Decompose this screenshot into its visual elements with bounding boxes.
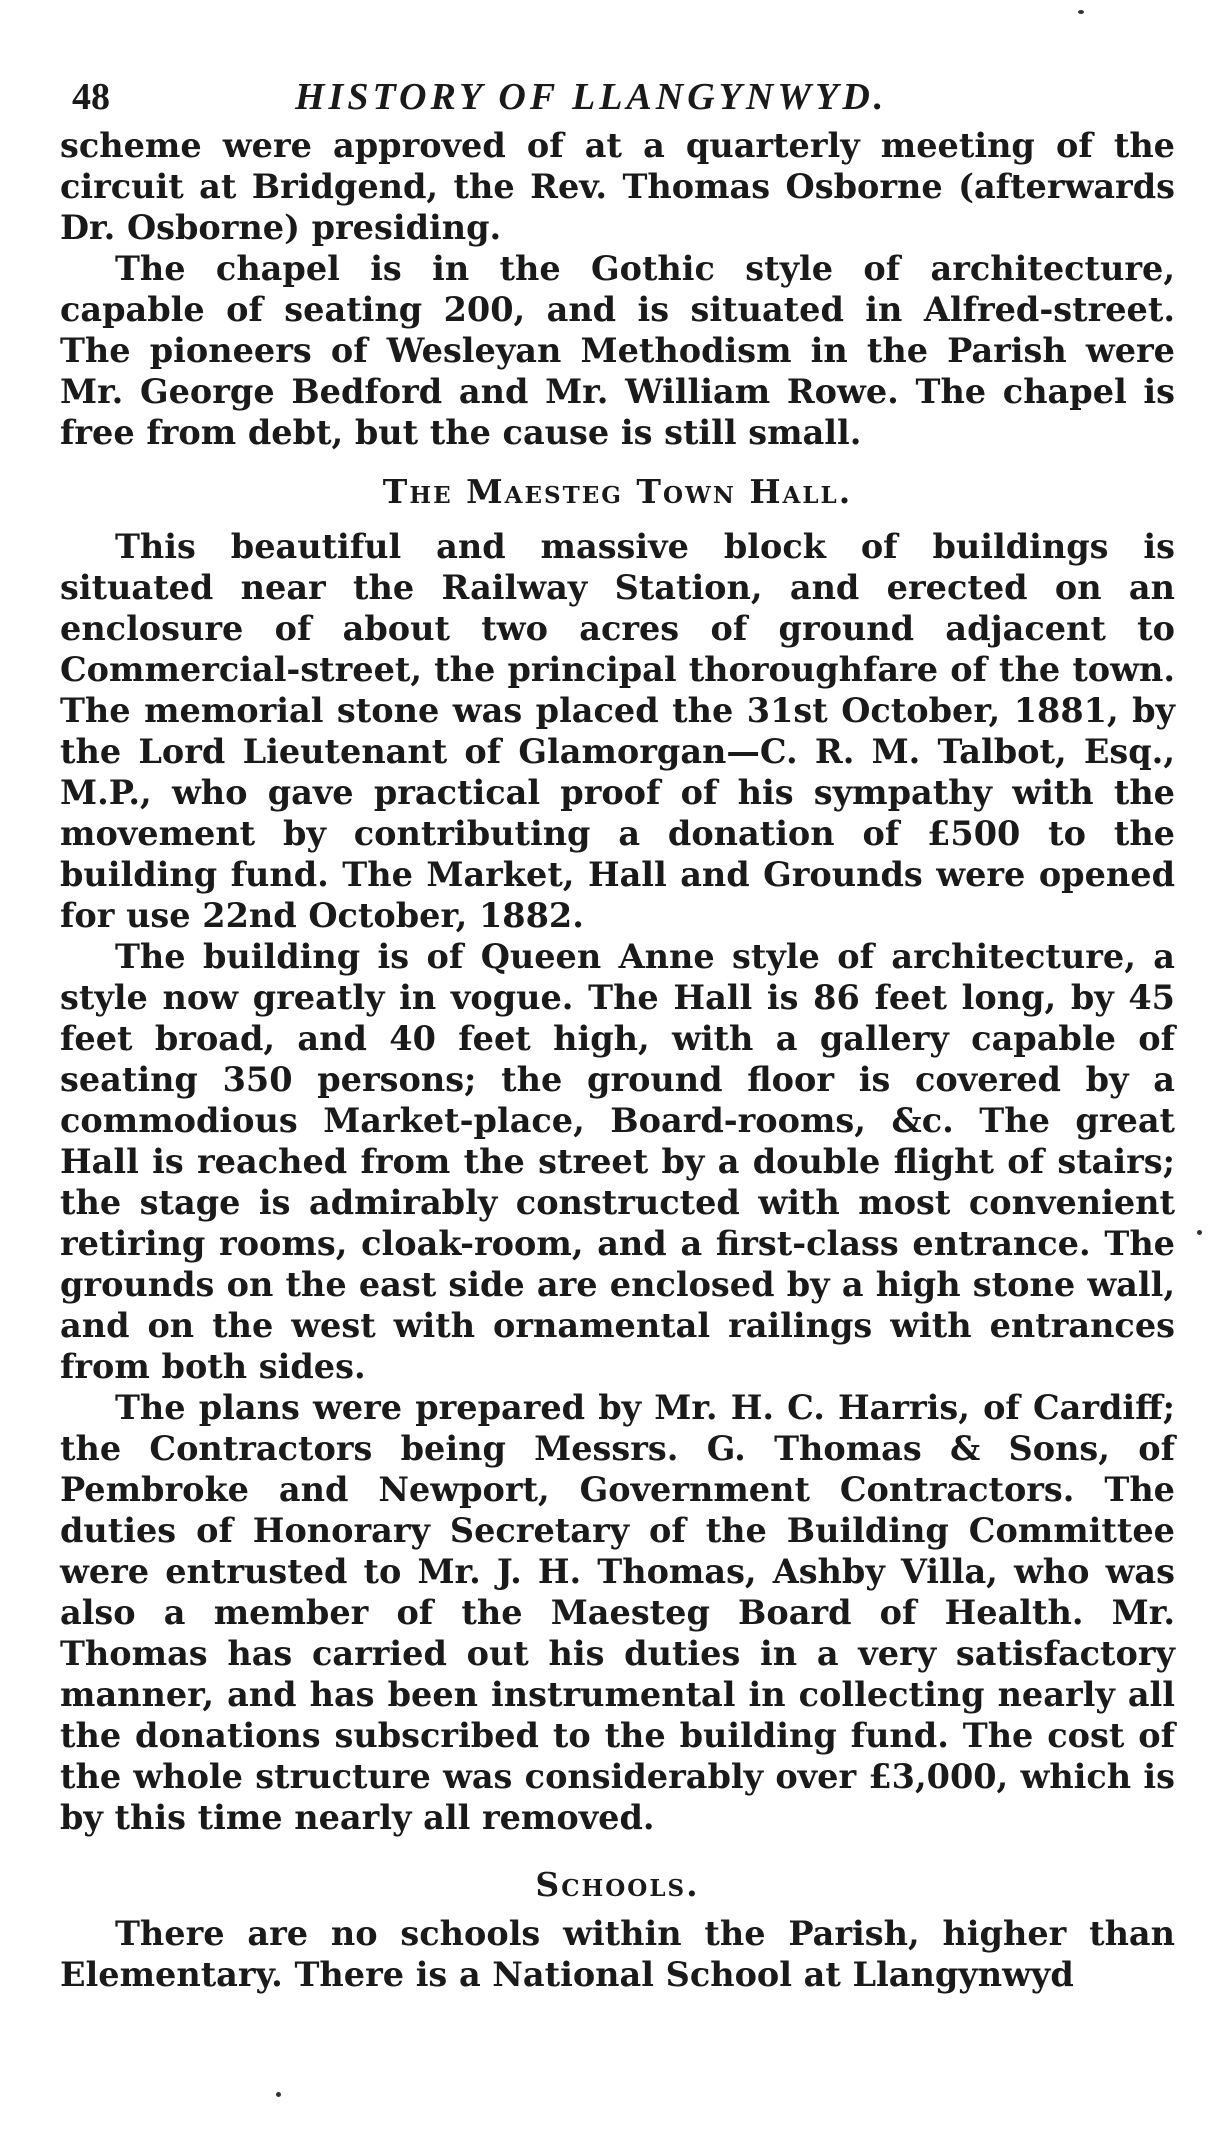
print-speck <box>1078 10 1084 14</box>
heading-schools: Schools. <box>535 1865 700 1904</box>
paragraph-chapel: The chapel is in the Gothic style of architecture, capable of seating 200, and is situated in Alfred-street. The pioneers of Wesleyan Methodism in the Parish were Mr. George Bedford and Mr. William Rowe. The chapel is free from debt, but the cause is still small. <box>60 249 1175 452</box>
running-head <box>60 55 1175 125</box>
paragraph-town-hall-location: This beautiful and massive block of buildings is situated near the Railway Station, and erected on an enclosure of about two acres of ground adjacent to Commercial-street, the principal thoroughfare of the town. The memorial stone was placed the 31st October, 1881, by the Lord Lieutenant of Glamorgan—C. R. M. Talbot, Esq., M.P., who gave practical proof of his sympathy with the movement by contributing a donation of £500 to the building fund. The Market, Hall and Grounds were opened for use 22nd October, 1882. <box>60 527 1175 935</box>
book-page <box>60 55 1175 1995</box>
page-number: 48 <box>72 76 110 118</box>
print-speck <box>276 2092 281 2097</box>
paragraph-town-hall-plans: The plans were prepared by Mr. H. C. Harris, of Cardiff; the Contractors being Messrs. G. Thomas & Sons, of Pembroke and Newport, Government Contractors. The duties of Honorary Secretary of the Building Committee were entrusted to Mr. J. H. Thomas, Ashby Villa, who was also a member of the Maesteg Board of Health. Mr. Thomas has carried out his duties in a very satisfactory manner, and has been instrumental in collecting nearly all the donations subscribed to the building fund. The cost of the whole structure was considerably over £3,000, which is by this time nearly all removed. <box>60 1388 1175 1837</box>
paragraph-town-hall-building: The building is of Queen Anne style of architecture, a style now greatly in vogue. The Hall is 86 feet long, by 45 feet broad, and 40 feet high, with a gallery capable of seating 350 persons; the ground floor is covered by a commodious Market-place, Board-rooms, &c. The great Hall is reached from the street by a double flight of stairs; the stage is admirably constructed with most convenient retiring rooms, cloak-room, and a first-class entrance. The grounds on the east side are enclosed by a high stone wall, and on the west with ornamental railings with entrances from both sides. <box>60 937 1175 1386</box>
heading-town-hall: The Maesteg Town Hall. <box>382 472 853 511</box>
paragraph-circuit-meeting: scheme were approved of at a quarterly meeting of the circuit at Bridgend, the Rev. Thomas Osborne (afterwards Dr. Osborne) presiding. <box>60 126 1175 247</box>
running-title: HISTORY OF LLANGYNWYD. <box>295 76 888 118</box>
print-speck <box>1197 1230 1202 1235</box>
paragraph-schools: There are no schools within the Parish, higher than Elementary. There is a National School at Llangynwyd <box>60 1914 1175 1994</box>
